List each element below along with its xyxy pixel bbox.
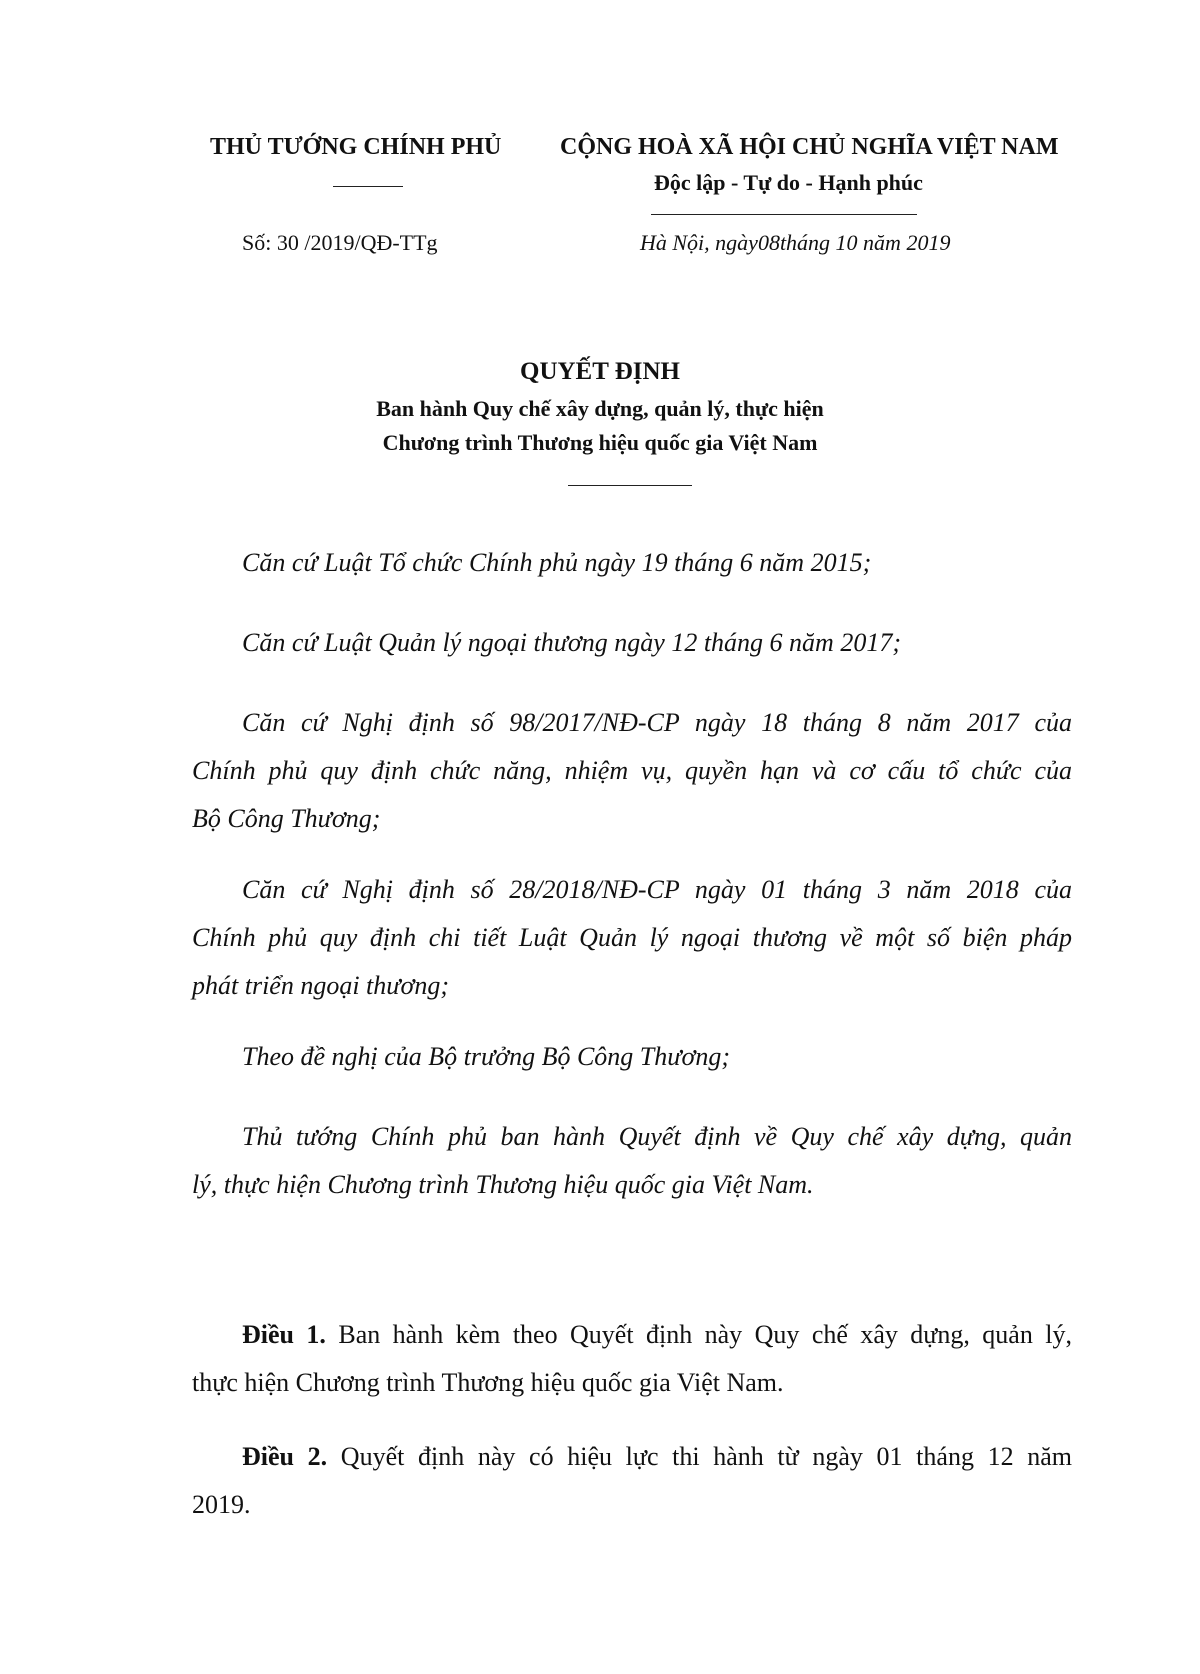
document-title: QUYẾT ĐỊNH xyxy=(520,358,680,385)
article-text: Quyết định này có hiệu lực thi hành từ ngày 01 tháng 12 năm xyxy=(327,1442,1073,1471)
article-line: thực hiện Chương trình Thương hiệu quốc gia Việt Nam. xyxy=(192,1368,784,1397)
article-line xyxy=(242,1320,1072,1350)
article-line xyxy=(242,1442,1072,1472)
preamble-line: Bộ Công Thương; xyxy=(192,804,381,833)
preamble-line: Căn cứ Nghị định số 98/2017/NĐ-CP ngày 18 tháng 8 năm 2017 của xyxy=(242,708,1072,737)
issuing-agency: THỦ TƯỚNG CHÍNH PHỦ xyxy=(210,134,502,160)
preamble-line: Căn cứ Luật Tổ chức Chính phủ ngày 19 tháng 6 năm 2015; xyxy=(242,548,872,577)
preamble-line: Căn cứ Nghị định số 28/2018/NĐ-CP ngày 01 tháng 3 năm 2018 của xyxy=(242,875,1072,904)
motto-underline xyxy=(651,214,917,215)
preamble-line: Chính phủ quy định chi tiết Luật Quản lý ngoại thương về một số biện pháp xyxy=(192,923,1072,952)
article-label: Điều 1. xyxy=(242,1320,326,1349)
preamble-line: phát triển ngoại thương; xyxy=(192,971,449,1000)
document-number: Số: 30 /2019/QĐ-TTg xyxy=(242,230,438,255)
document-subtitle-line-2: Chương trình Thương hiệu quốc gia Việt Nam xyxy=(382,430,818,455)
preamble-line: Căn cứ Luật Quản lý ngoại thương ngày 12 tháng 6 năm 2017; xyxy=(242,628,901,657)
document-subtitle-line-1: Ban hành Quy chế xây dựng, quản lý, thực hiện xyxy=(376,396,824,421)
agency-underline xyxy=(333,186,403,187)
article-line: 2019. xyxy=(192,1490,251,1519)
title-underline xyxy=(568,485,692,486)
document-date: Hà Nội, ngày08tháng 10 năm 2019 xyxy=(640,230,951,255)
preamble-line: Theo đề nghị của Bộ trưởng Bộ Công Thương; xyxy=(242,1042,730,1071)
preamble-line: Chính phủ quy định chức năng, nhiệm vụ, quyền hạn và cơ cấu tổ chức của xyxy=(192,756,1072,785)
preamble-line: Thủ tướng Chính phủ ban hành Quyết định về Quy chế xây dựng, quản xyxy=(242,1122,1072,1151)
country-name: CỘNG HOÀ XÃ HỘI CHỦ NGHĨA VIỆT NAM xyxy=(560,134,1059,160)
article-label: Điều 2. xyxy=(242,1442,328,1471)
national-motto: Độc lập - Tự do - Hạnh phúc xyxy=(654,170,923,195)
preamble-line: lý, thực hiện Chương trình Thương hiệu quốc gia Việt Nam. xyxy=(192,1170,814,1199)
article-text: Ban hành kèm theo Quyết định này Quy chế xây dựng, quản lý, xyxy=(325,1320,1072,1349)
